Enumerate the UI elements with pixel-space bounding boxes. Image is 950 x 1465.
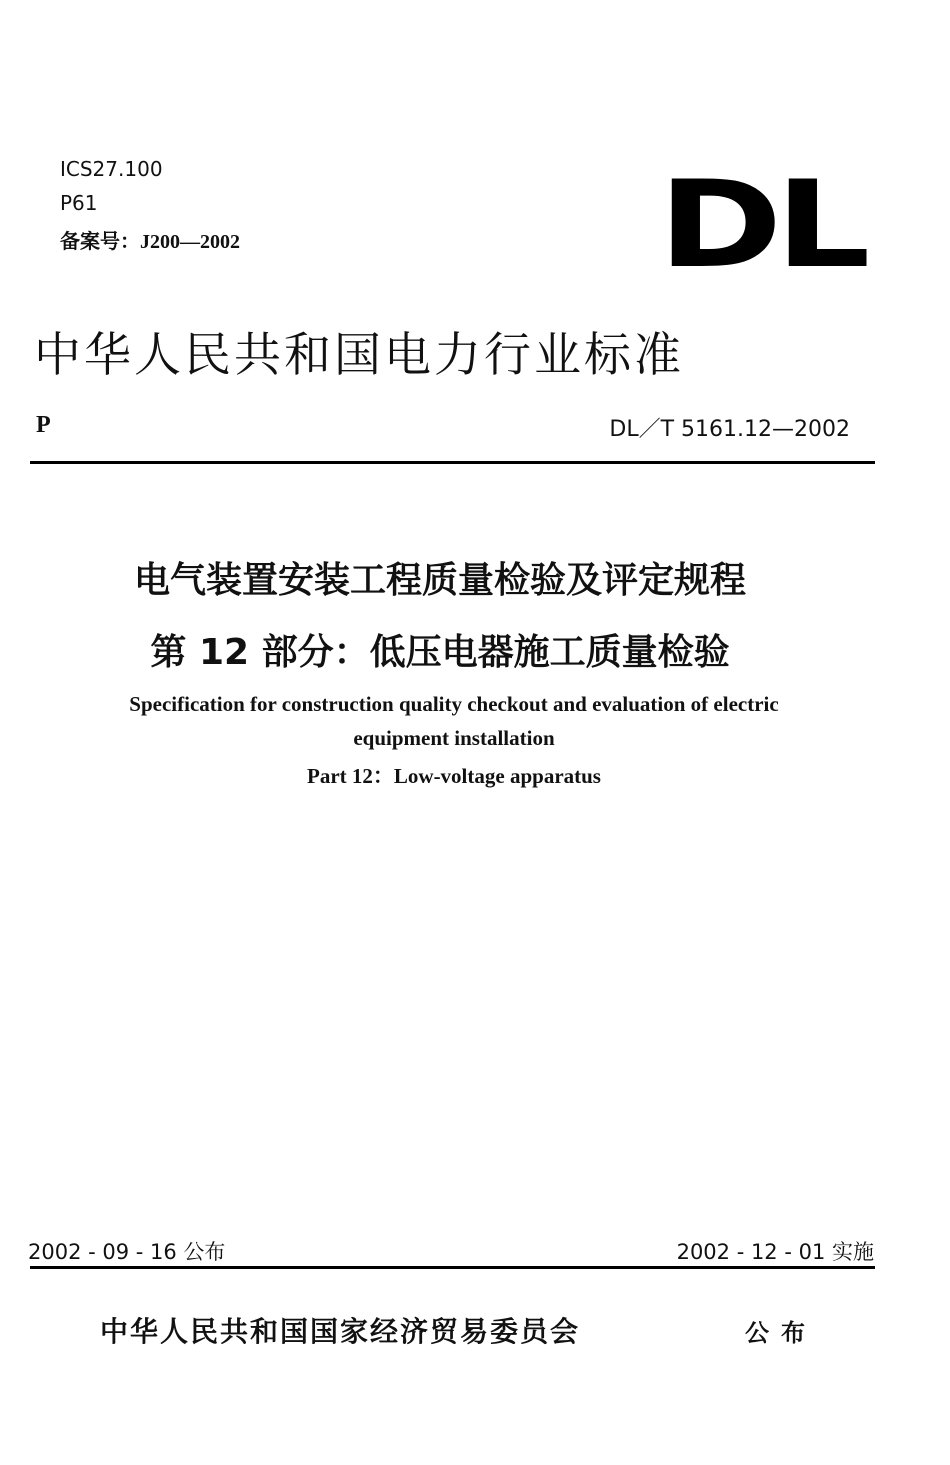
- issue-date: 2002 - 09 - 16 公布: [28, 1240, 226, 1264]
- title-zh-line1: 电气装置安装工程质量检验及评定规程: [133, 560, 746, 601]
- classification-letter: P: [36, 412, 51, 438]
- publish-label: 公布: [745, 1319, 817, 1347]
- filing-record: [60, 225, 240, 254]
- title-en-line3: Part 12：Low-voltage apparatus: [307, 764, 601, 788]
- title-en-line1: Specification for construction quality checkout and evaluation of electric: [129, 692, 779, 716]
- header-divider: [30, 461, 875, 464]
- title-zh-line2: 第 12 部分：低压电器施工质量检验: [150, 632, 730, 673]
- footer-divider: [30, 1266, 875, 1269]
- dl-logo: DL: [658, 156, 864, 295]
- ics-code: ICS27.100: [60, 157, 163, 181]
- effective-date: 2002 - 12 - 01 实施: [676, 1240, 874, 1264]
- standard-org-title: 中华人民共和国电力行业标准: [34, 328, 684, 383]
- standard-number: DL／T 5161.12—2002: [609, 417, 850, 442]
- issuing-authority: 中华人民共和国国家经济贸易委员会: [100, 1315, 581, 1348]
- ccs-code: P61: [60, 191, 98, 215]
- title-en-line2: equipment installation: [353, 726, 555, 750]
- filing-number: J200—2002: [140, 231, 240, 253]
- filing-label: 备案号：: [60, 229, 140, 253]
